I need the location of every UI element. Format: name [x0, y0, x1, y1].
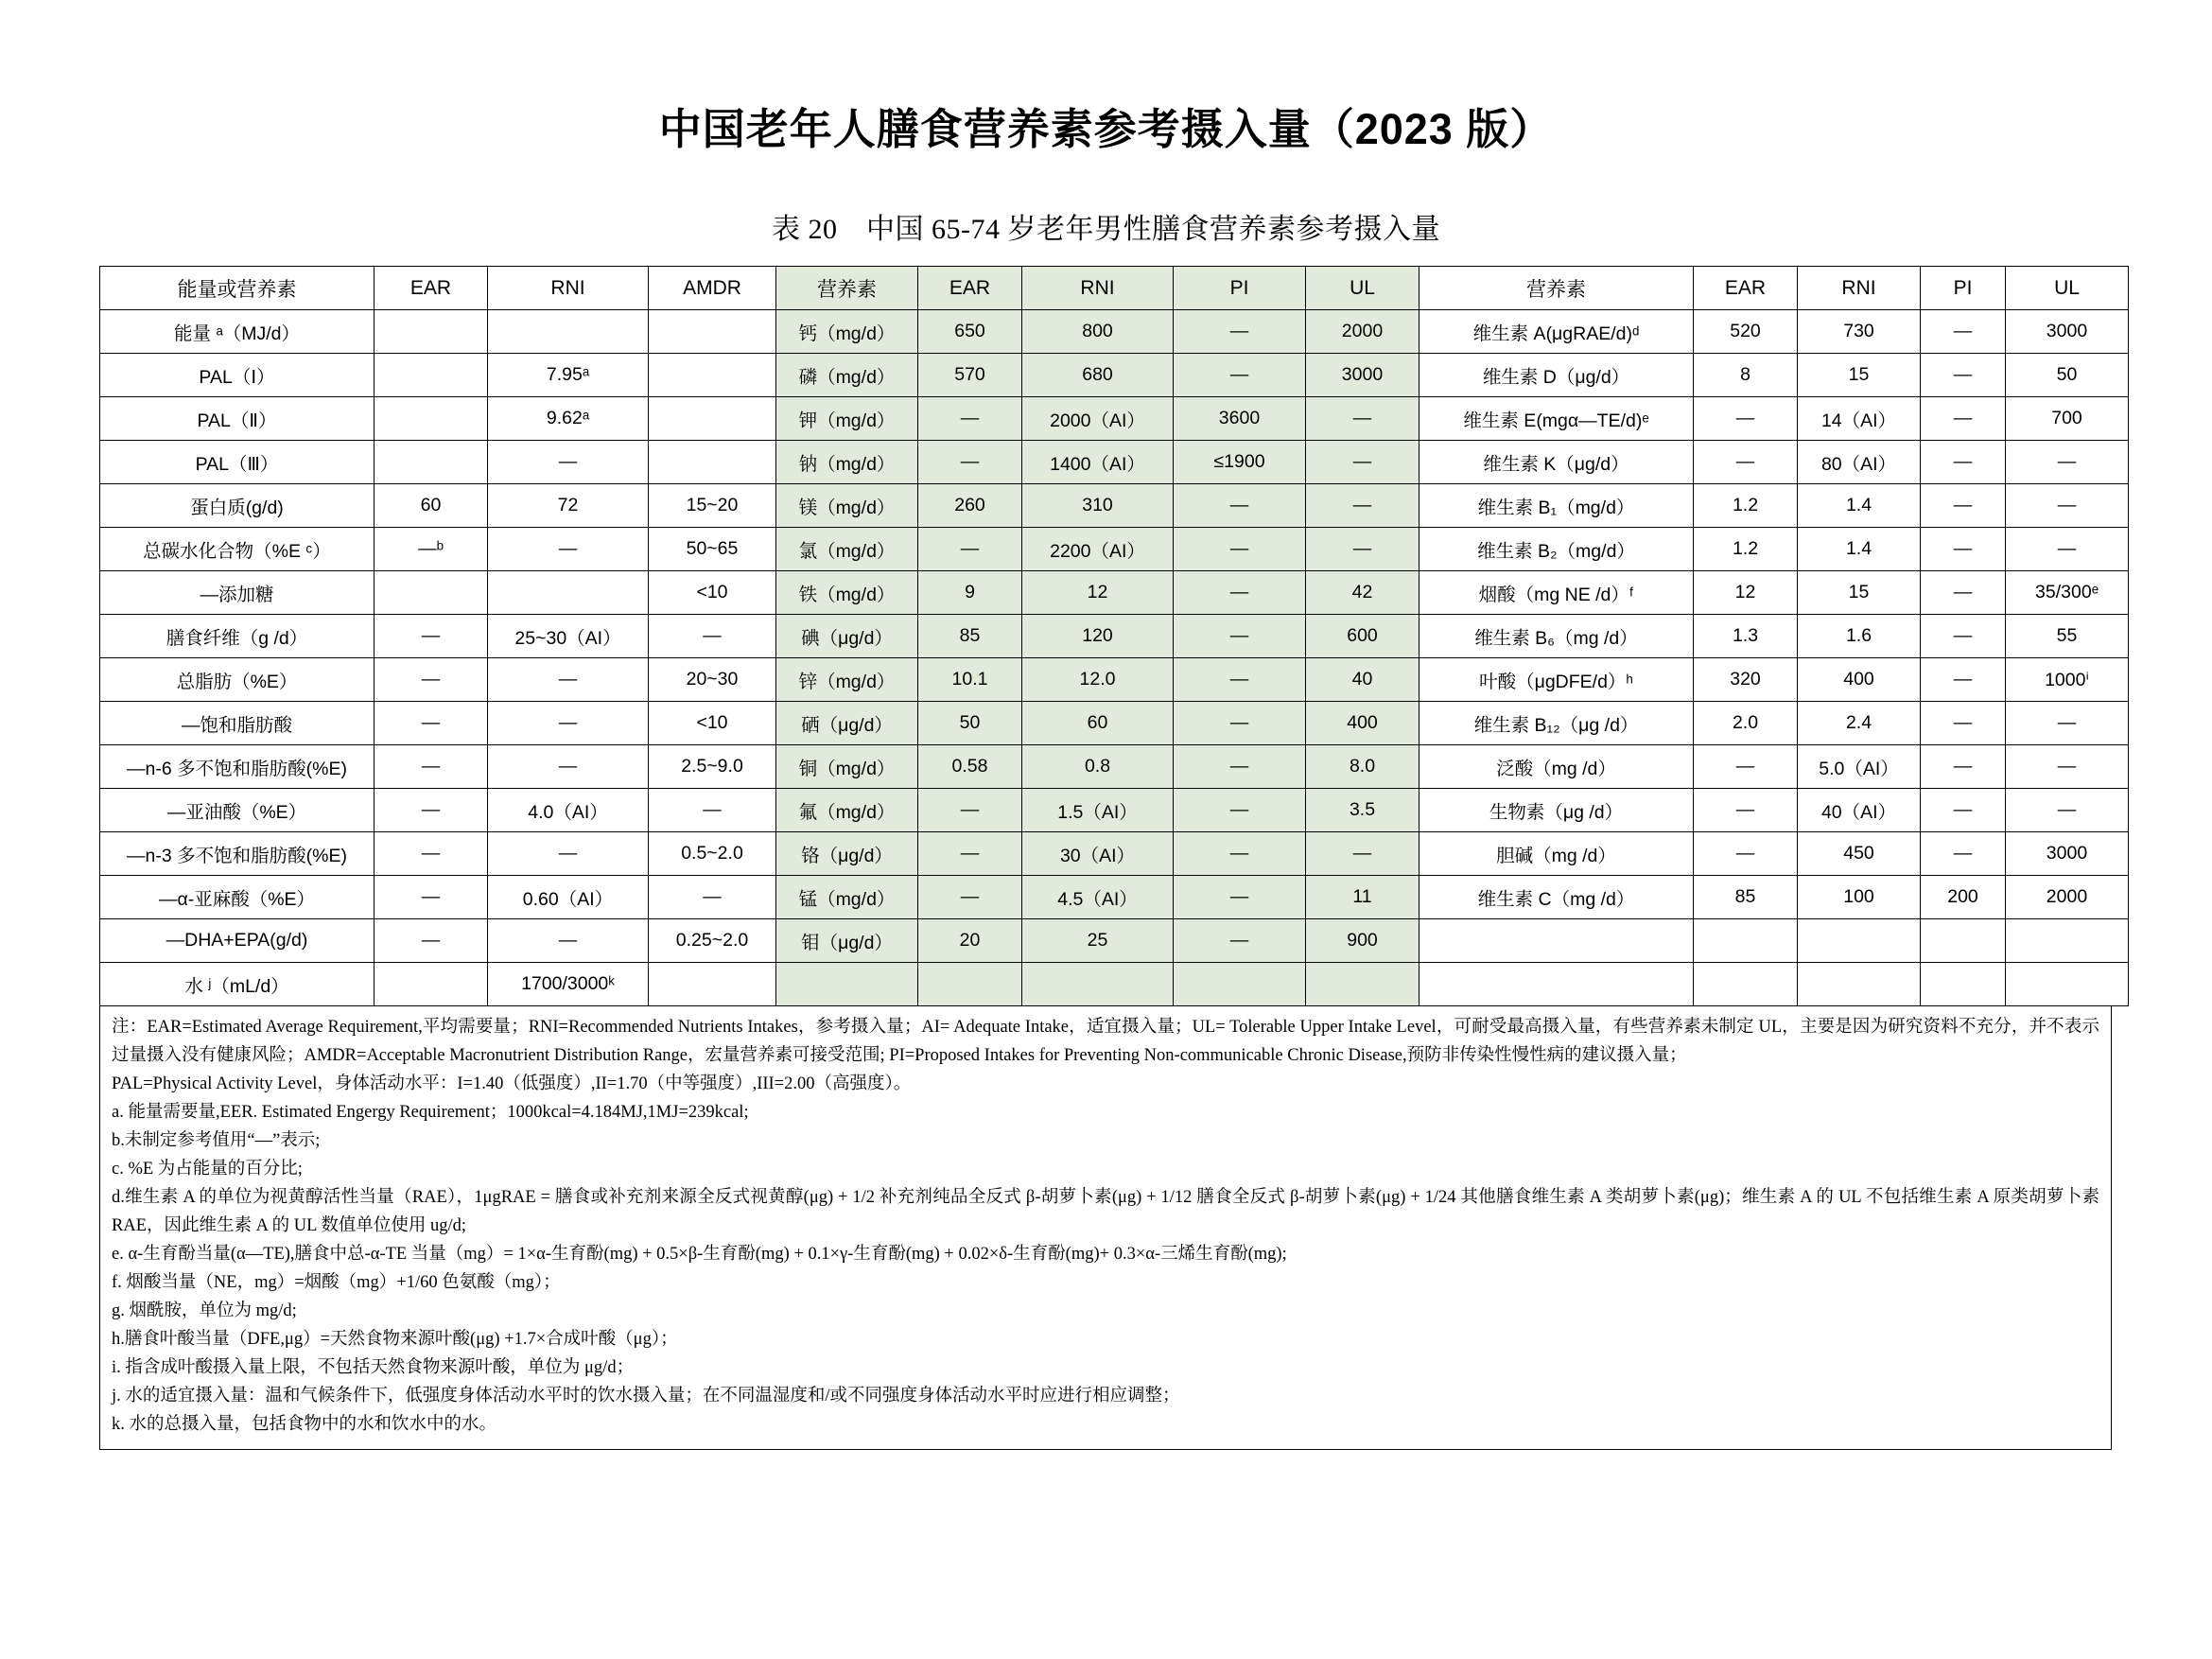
cell: 1.4 [1798, 528, 1921, 571]
row-label: 总脂肪（%E） [100, 658, 374, 702]
cell: 1700/3000ᵏ [488, 963, 649, 1006]
header-pi-2: PI [1174, 267, 1306, 310]
cell: — [1921, 658, 2006, 702]
cell: — [1174, 310, 1306, 354]
cell: —ᵇ [374, 528, 488, 571]
nutrient-label: 铁（mg/d） [776, 571, 918, 615]
footnote-line: 注：EAR=Estimated Average Requirement,平均需要量；RNI=Recommended Nutrients Intakes，参考摄入量；AI= Adequate Intake，适宜摄入量；UL= Tolerable Upper Intake Level，可耐受最高摄入量，有些营养素未制定 UL，主要是因为研究资料不充分，并不表示过量摄入没有健康风险；AMDR=Acceptable Macronutrient Distribution Range，宏量营养素可接受范围; PI=Proposed Intakes for Preventing Non-communicable Chronic Disease,预防非传染性慢性病的建议摄入量； [112, 1018, 2099, 1065]
cell: 1.2 [1694, 484, 1798, 528]
nutrient-label: 维生素 B₂（mg/d） [1420, 528, 1694, 571]
cell [1921, 963, 2006, 1006]
header-pi-3: PI [1921, 267, 2006, 310]
footnote-line: i. 指含成叶酸摄入量上限，不包括天然食物来源叶酸，单位为 μg/d； [112, 1357, 635, 1377]
nutrient-label: 叶酸（μgDFE/d）ʰ [1420, 658, 1694, 702]
cell: — [488, 658, 649, 702]
cell: 2000 [2006, 876, 2129, 919]
cell: 1.6 [1798, 615, 1921, 658]
cell: — [2006, 441, 2129, 484]
cell: 85 [918, 615, 1022, 658]
footnote-line: e. α-生育酚当量(α—TE),膳食中总-α-TE 当量（mg）= 1×α-生育酚(mg) + 0.5×β-生育酚(mg) + 0.1×γ-生育酚(mg) + 0.02×δ-生育酚(mg)+ 0.3×α-三烯生育酚(mg); [112, 1244, 1287, 1264]
table-row [100, 832, 2129, 876]
cell: 2000 [1306, 310, 1420, 354]
footnote-line: a. 能量需要量,EER. Estimated Engergy Requirement；1000kcal=4.184MJ,1MJ=239kcal; [112, 1102, 749, 1122]
cell [649, 354, 776, 397]
cell: — [374, 658, 488, 702]
nutrient-label: 钙（mg/d） [776, 310, 918, 354]
cell: 730 [1798, 310, 1921, 354]
cell: — [488, 702, 649, 745]
cell: 3.5 [1306, 789, 1420, 832]
nutrient-label: 维生素 D（μg/d） [1420, 354, 1694, 397]
table-row [100, 919, 2129, 963]
cell: 400 [1306, 702, 1420, 745]
nutrient-label: 钼（μg/d） [776, 919, 918, 963]
nutrient-label: 硒（μg/d） [776, 702, 918, 745]
cell: — [1306, 528, 1420, 571]
cell: — [1694, 789, 1798, 832]
table-caption: 表 20 中国 65-74 岁老年男性膳食营养素参考摄入量 [772, 214, 1440, 245]
nutrient-label: 烟酸（mg NE /d）ᶠ [1420, 571, 1694, 615]
cell: — [1921, 354, 2006, 397]
cell: — [1306, 484, 1420, 528]
header-amdr-1: AMDR [649, 267, 776, 310]
cell [1694, 919, 1798, 963]
cell: — [1921, 484, 2006, 528]
cell: 8.0 [1306, 745, 1420, 789]
cell: 60 [1022, 702, 1174, 745]
cell: — [1921, 789, 2006, 832]
nutrient-label: 钾（mg/d） [776, 397, 918, 441]
cell: 15 [1798, 354, 1921, 397]
footnote-line: d.维生素 A 的单位为视黄醇活性当量（RAE），1μgRAE = 膳食或补充剂来源全反式视黄醇(μg) + 1/2 补充剂纯品全反式 β-胡萝卜素(μg) + 1/12 膳食全反式 β-胡萝卜素(μg) + 1/24 其他膳食维生素 A 类胡萝卜素(μg)；维生素 A 的 UL 不包括维生素 A 原类胡萝卜素 RAE，因此维生素 A 的 UL 数值单位使用 ug/d; [112, 1187, 2099, 1235]
row-label: PAL（Ⅱ） [100, 397, 374, 441]
cell: 570 [918, 354, 1022, 397]
nutrient-label: 维生素 A(μgRAE/d)ᵈ [1420, 310, 1694, 354]
document-page [0, 95, 2212, 1659]
table-row [100, 702, 2129, 745]
cell: — [488, 528, 649, 571]
cell [1798, 963, 1921, 1006]
cell [1921, 919, 2006, 963]
cell [649, 963, 776, 1006]
cell [488, 571, 649, 615]
cell: 72 [488, 484, 649, 528]
cell: — [918, 832, 1022, 876]
cell: — [1174, 615, 1306, 658]
table-row [100, 876, 2129, 919]
nutrient-label: 氟（mg/d） [776, 789, 918, 832]
footnote-line: j. 水的适宜摄入量：温和气候条件下，低强度身体活动水平时的饮水摄入量；在不同温湿度和/或不同强度身体活动水平时应进行相应调整； [112, 1386, 1180, 1406]
cell: — [2006, 528, 2129, 571]
cell: — [488, 745, 649, 789]
cell: 35/300ᵉ [2006, 571, 2129, 615]
nutrient-label: 氯（mg/d） [776, 528, 918, 571]
nutrient-label: 镁（mg/d） [776, 484, 918, 528]
cell: 2.0 [1694, 702, 1798, 745]
cell: 1000ⁱ [2006, 658, 2129, 702]
cell: 30（AI） [1022, 832, 1174, 876]
header-ear-3: EAR [1694, 267, 1798, 310]
cell: 320 [1694, 658, 1798, 702]
nutrient-label: 生物素（μg /d） [1420, 789, 1694, 832]
header-energy-nutrient: 能量或营养素 [100, 267, 374, 310]
footnote-line: c. %E 为占能量的百分比; [112, 1159, 303, 1179]
table-row [100, 397, 2129, 441]
cell: 2.4 [1798, 702, 1921, 745]
nutrient-label: 钠（mg/d） [776, 441, 918, 484]
nutrient-reference-table [99, 266, 2129, 1006]
cell [1174, 963, 1306, 1006]
cell: 0.5~2.0 [649, 832, 776, 876]
cell: — [1174, 571, 1306, 615]
cell [374, 963, 488, 1006]
table-row [100, 615, 2129, 658]
footnote-line: b.未制定参考值用“—”表示; [112, 1130, 321, 1150]
table-row [100, 484, 2129, 528]
cell: 20 [918, 919, 1022, 963]
cell: 200 [1921, 876, 2006, 919]
nutrient-label: 碘（μg/d） [776, 615, 918, 658]
cell: 14（AI） [1798, 397, 1921, 441]
table-row [100, 658, 2129, 702]
cell [2006, 919, 2129, 963]
cell: 1.3 [1694, 615, 1798, 658]
cell: 25~30（AI） [488, 615, 649, 658]
table-row [100, 310, 2129, 354]
cell: 0.60（AI） [488, 876, 649, 919]
cell: 450 [1798, 832, 1921, 876]
cell: 12 [1694, 571, 1798, 615]
row-label: —饱和脂肪酸 [100, 702, 374, 745]
nutrient-label: 磷（mg/d） [776, 354, 918, 397]
cell [374, 571, 488, 615]
cell: — [918, 441, 1022, 484]
cell: 85 [1694, 876, 1798, 919]
footnote-line: k. 水的总摄入量，包括食物中的水和饮水中的水。 [112, 1414, 497, 1434]
cell: 310 [1022, 484, 1174, 528]
cell: — [374, 745, 488, 789]
cell [2006, 963, 2129, 1006]
cell: 42 [1306, 571, 1420, 615]
cell: — [374, 702, 488, 745]
cell: — [649, 789, 776, 832]
cell: — [1694, 397, 1798, 441]
cell: 7.95ᵃ [488, 354, 649, 397]
cell: 400 [1798, 658, 1921, 702]
cell [374, 441, 488, 484]
page-title: 中国老年人膳食营养素参考摄入量（2023 版） [658, 105, 1554, 153]
nutrient-label: 维生素 B₁（mg/d） [1420, 484, 1694, 528]
cell: 3000 [1306, 354, 1420, 397]
cell: — [1174, 919, 1306, 963]
cell: — [1921, 528, 2006, 571]
cell: — [1174, 354, 1306, 397]
cell: 12 [1022, 571, 1174, 615]
cell: 40 [1306, 658, 1420, 702]
nutrient-label [1420, 963, 1694, 1006]
nutrient-label: 维生素 E(mgα—TE/d)ᵉ [1420, 397, 1694, 441]
cell: 1.5（AI） [1022, 789, 1174, 832]
cell: — [1694, 745, 1798, 789]
cell [649, 397, 776, 441]
cell: 2000（AI） [1022, 397, 1174, 441]
header-rni-1: RNI [488, 267, 649, 310]
cell: 520 [1694, 310, 1798, 354]
nutrient-label: 维生素 B₆（mg /d） [1420, 615, 1694, 658]
row-label: 水 ʲ（mL/d） [100, 963, 374, 1006]
row-label: 膳食纤维（g /d） [100, 615, 374, 658]
row-label: —α-亚麻酸（%E） [100, 876, 374, 919]
cell: — [1174, 702, 1306, 745]
cell [374, 310, 488, 354]
header-ul-2: UL [1306, 267, 1420, 310]
cell: 50 [2006, 354, 2129, 397]
nutrient-label: 锌（mg/d） [776, 658, 918, 702]
nutrient-label [776, 963, 918, 1006]
table-header-row [100, 267, 2129, 310]
cell: — [1174, 832, 1306, 876]
cell: — [374, 876, 488, 919]
nutrient-label: 铜（mg/d） [776, 745, 918, 789]
cell: 55 [2006, 615, 2129, 658]
nutrient-label: 铬（μg/d） [776, 832, 918, 876]
footnote-line: f. 烟酸当量（NE，mg）=烟酸（mg）+1/60 色氨酸（mg）； [112, 1272, 561, 1292]
table-row [100, 528, 2129, 571]
cell: 4.5（AI） [1022, 876, 1174, 919]
cell: — [649, 615, 776, 658]
footnote-line: g. 烟酰胺，单位为 mg/d; [112, 1301, 297, 1320]
cell [488, 310, 649, 354]
cell: — [1921, 571, 2006, 615]
header-nutrient-3: 营养素 [1420, 267, 1694, 310]
cell: — [1921, 310, 2006, 354]
cell: — [1694, 832, 1798, 876]
cell: 120 [1022, 615, 1174, 658]
cell: 2.5~9.0 [649, 745, 776, 789]
row-label: 总碳水化合物（%E ᶜ） [100, 528, 374, 571]
cell: 1.4 [1798, 484, 1921, 528]
cell: 40（AI） [1798, 789, 1921, 832]
nutrient-label: 胆碱（mg /d） [1420, 832, 1694, 876]
cell: — [1174, 528, 1306, 571]
cell: — [1174, 745, 1306, 789]
cell: 9.62ᵃ [488, 397, 649, 441]
cell: 3000 [2006, 832, 2129, 876]
cell: 12.0 [1022, 658, 1174, 702]
nutrient-label [1420, 919, 1694, 963]
row-label: —n-3 多不饱和脂肪酸(%E) [100, 832, 374, 876]
cell [374, 354, 488, 397]
row-label: —DHA+EPA(g/d) [100, 919, 374, 963]
cell: — [1694, 441, 1798, 484]
row-label: PAL（Ⅰ） [100, 354, 374, 397]
cell: 10.1 [918, 658, 1022, 702]
cell [1798, 919, 1921, 963]
row-label: —添加糖 [100, 571, 374, 615]
header-ear-2: EAR [918, 267, 1022, 310]
cell: <10 [649, 571, 776, 615]
cell: — [1921, 615, 2006, 658]
cell: 260 [918, 484, 1022, 528]
header-ear-1: EAR [374, 267, 488, 310]
cell: — [918, 397, 1022, 441]
cell: — [918, 789, 1022, 832]
cell: <10 [649, 702, 776, 745]
row-label: —亚油酸（%E） [100, 789, 374, 832]
cell: — [488, 832, 649, 876]
cell: 50~65 [649, 528, 776, 571]
cell: — [374, 919, 488, 963]
cell: ≤1900 [1174, 441, 1306, 484]
cell: 15~20 [649, 484, 776, 528]
cell: 650 [918, 310, 1022, 354]
cell: 700 [2006, 397, 2129, 441]
cell: 8 [1694, 354, 1798, 397]
cell: 100 [1798, 876, 1921, 919]
nutrient-label: 维生素 B₁₂（μg /d） [1420, 702, 1694, 745]
cell [649, 310, 776, 354]
header-ul-3: UL [2006, 267, 2129, 310]
header-rni-3: RNI [1798, 267, 1921, 310]
cell: — [1174, 789, 1306, 832]
header-nutrient-2: 营养素 [776, 267, 918, 310]
nutrient-label: 维生素 K（μg/d） [1420, 441, 1694, 484]
cell [374, 397, 488, 441]
cell [1694, 963, 1798, 1006]
cell [649, 441, 776, 484]
cell [918, 963, 1022, 1006]
table-row [100, 963, 2129, 1006]
cell: — [1921, 397, 2006, 441]
cell: 9 [918, 571, 1022, 615]
cell: 20~30 [649, 658, 776, 702]
cell: — [488, 919, 649, 963]
cell: — [1174, 658, 1306, 702]
row-label: —n-6 多不饱和脂肪酸(%E) [100, 745, 374, 789]
cell [1022, 963, 1174, 1006]
cell: — [2006, 745, 2129, 789]
cell: — [2006, 484, 2129, 528]
cell: — [1174, 876, 1306, 919]
cell: 5.0（AI） [1798, 745, 1921, 789]
cell: — [374, 615, 488, 658]
cell: 50 [918, 702, 1022, 745]
cell: — [1306, 397, 1420, 441]
cell: 2200（AI） [1022, 528, 1174, 571]
cell: 3000 [2006, 310, 2129, 354]
cell: 4.0（AI） [488, 789, 649, 832]
table-row [100, 745, 2129, 789]
table-footnotes [99, 1006, 2112, 1450]
cell: 0.8 [1022, 745, 1174, 789]
cell: 0.25~2.0 [649, 919, 776, 963]
nutrient-label: 锰（mg/d） [776, 876, 918, 919]
cell: — [374, 789, 488, 832]
cell: — [918, 876, 1022, 919]
cell: — [488, 441, 649, 484]
cell: — [374, 832, 488, 876]
cell: 0.58 [918, 745, 1022, 789]
cell: — [1921, 441, 2006, 484]
footnote-line: PAL=Physical Activity Level，身体活动水平：I=1.40（低强度）,II=1.70（中等强度）,III=2.00（高强度）。 [112, 1074, 912, 1093]
cell: — [1921, 702, 2006, 745]
cell: 60 [374, 484, 488, 528]
cell: 80（AI） [1798, 441, 1921, 484]
cell: — [918, 528, 1022, 571]
cell: 800 [1022, 310, 1174, 354]
nutrient-label: 维生素 C（mg /d） [1420, 876, 1694, 919]
footnote-line: h.膳食叶酸当量（DFE,μg）=天然食物来源叶酸(μg) +1.7×合成叶酸（μg）； [112, 1329, 678, 1349]
cell: — [1306, 441, 1420, 484]
cell: — [1174, 484, 1306, 528]
cell: 25 [1022, 919, 1174, 963]
cell: 900 [1306, 919, 1420, 963]
cell: — [649, 876, 776, 919]
row-label: PAL（Ⅲ） [100, 441, 374, 484]
cell: — [1306, 832, 1420, 876]
cell: — [2006, 789, 2129, 832]
cell: — [2006, 702, 2129, 745]
table-row [100, 354, 2129, 397]
cell: 1400（AI） [1022, 441, 1174, 484]
cell: 3600 [1174, 397, 1306, 441]
cell: — [1921, 745, 2006, 789]
row-label: 能量 ᵃ（MJ/d） [100, 310, 374, 354]
table-row [100, 441, 2129, 484]
cell: 680 [1022, 354, 1174, 397]
cell: 11 [1306, 876, 1420, 919]
cell: 1.2 [1694, 528, 1798, 571]
row-label: 蛋白质(g/d) [100, 484, 374, 528]
cell: 600 [1306, 615, 1420, 658]
cell: 15 [1798, 571, 1921, 615]
cell [1306, 963, 1420, 1006]
header-rni-2: RNI [1022, 267, 1174, 310]
table-row [100, 789, 2129, 832]
table-row [100, 571, 2129, 615]
cell: — [1921, 832, 2006, 876]
nutrient-label: 泛酸（mg /d） [1420, 745, 1694, 789]
